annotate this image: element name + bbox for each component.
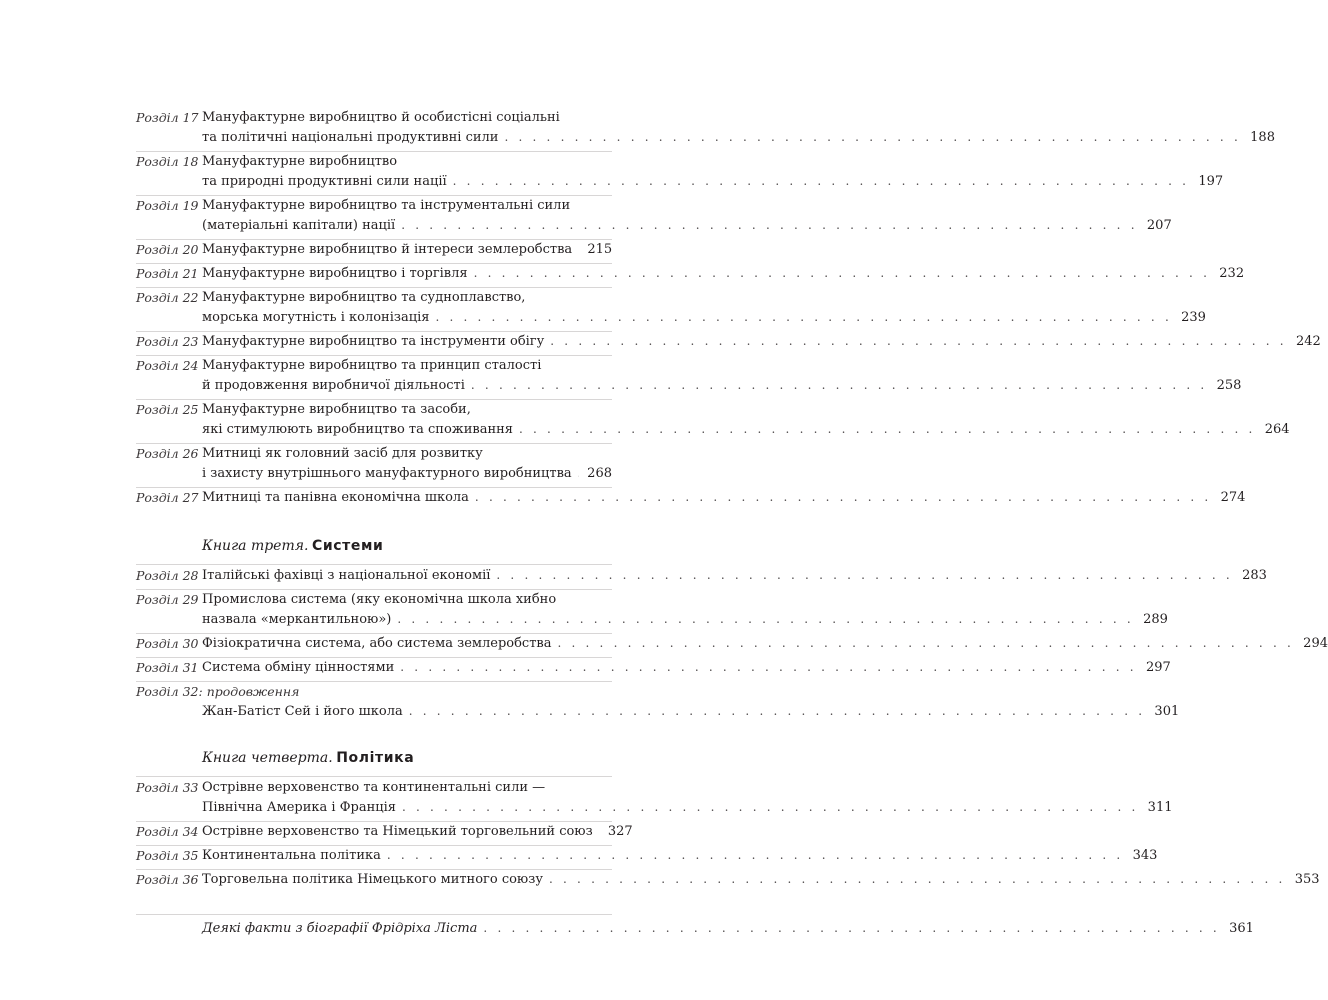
chapter-title: Митниці як головний засіб для розвитку xyxy=(202,446,483,461)
chapter-label: Розділ 23 xyxy=(136,334,199,349)
chapter-title: Мануфактурне виробництво та інструменти обігу xyxy=(202,334,545,349)
chapter-title: морська могутність і колонізація xyxy=(202,310,430,325)
divider xyxy=(136,287,612,288)
divider xyxy=(136,239,612,240)
chapter-entry[interactable] xyxy=(202,636,1328,651)
page-number: 268 xyxy=(587,466,612,481)
divider xyxy=(136,776,612,777)
chapter-title: назвала «меркантильною») xyxy=(202,612,392,627)
divider xyxy=(136,487,612,488)
chapter-label: Розділ 19 xyxy=(136,198,199,213)
chapter-entry[interactable] xyxy=(202,660,1171,675)
chapter-label: Розділ 32: продовження xyxy=(136,684,300,699)
divider xyxy=(136,443,612,444)
chapter-entry[interactable] xyxy=(202,612,1168,627)
leader-dots: . . . . . . . . . . . . . . . . . . . . . . . . . . . . . . . . . . . . . . . . . . . . . . . . . . . . . xyxy=(504,130,1241,144)
book-heading-title: Системи xyxy=(311,538,384,554)
leader-dots: . . . . . . . . . . . . . . . . . . . . . . . . . . . . . . . . . . . . . . . . . . . . . . . . . . . . . xyxy=(401,800,1139,814)
page-number: 297 xyxy=(1145,660,1171,675)
page-number: 242 xyxy=(1295,334,1321,349)
chapter-label: Розділ 20 xyxy=(136,242,199,257)
leader-dots: . . . . . . . . . . . . . . . . . . . . . . . . . . . . . . . . . . . . . . . . . . . . . . . . . . . . . xyxy=(496,568,1233,582)
chapter-label: Розділ 34 xyxy=(136,824,199,839)
chapter-title: Північна Америка і Франція xyxy=(202,800,396,815)
divider xyxy=(136,263,612,264)
page-number: 283 xyxy=(1242,568,1267,583)
leader-dots: . . . . . . . . . . . . . . . . . . . . . . . . . . . . . . . . . . . . . . . . . . . . . . . . . . . . . xyxy=(435,310,1172,324)
chapter-label: Розділ 36 xyxy=(136,872,199,887)
divider xyxy=(136,845,612,846)
chapter-title: й продовження виробничої діяльності xyxy=(202,378,465,393)
chapter-title: та політичні національні продуктивні сили xyxy=(202,130,499,145)
chapter-entry[interactable] xyxy=(202,174,1224,189)
page-number: 232 xyxy=(1219,266,1245,281)
chapter-title: Мануфактурне виробництво та інструментальні сили xyxy=(202,198,571,213)
book-heading-title: Політика xyxy=(336,750,415,766)
chapter-entry[interactable] xyxy=(202,266,1245,281)
leader-dots: . . . . . . . . . . . . . . . . . . . . . . . . . . . . . . . . . . . . . . . . . . . . . . . . . . . . . xyxy=(400,660,1137,674)
divider xyxy=(136,195,612,196)
chapter-title: і захисту внутрішнього мануфактурного виробництва xyxy=(202,466,572,481)
book-heading xyxy=(202,750,414,767)
chapter-label: Розділ 18 xyxy=(136,154,199,169)
divider xyxy=(136,633,612,634)
chapter-title: Мануфактурне виробництво й інтереси землеробства xyxy=(202,242,573,257)
leader-dots: . . . . . . . . . . . . . . . . . . . . . . . . . . . . . . . . . . . . . . . . . . . . . . . . . . . . . xyxy=(474,490,1212,504)
divider xyxy=(136,399,612,400)
chapter-entry[interactable] xyxy=(202,378,1242,393)
page-number: 353 xyxy=(1294,872,1320,887)
page-number: 207 xyxy=(1146,218,1172,233)
page-number: 188 xyxy=(1250,130,1275,145)
leader-dots: . . . . . . . . . . . . . . . . . . . . . . . . . . . . . . . . . . . . . . . . . . . . . . . . . . . . . xyxy=(550,334,1287,348)
chapter-title: Мануфактурне виробництво та засоби, xyxy=(202,402,471,417)
divider xyxy=(136,151,612,152)
page-number: 294 xyxy=(1303,636,1328,651)
chapter-label: Розділ 26 xyxy=(136,446,199,461)
chapter-label: Розділ 30 xyxy=(136,636,199,651)
chapter-label: Розділ 28 xyxy=(136,568,199,583)
divider xyxy=(136,821,612,822)
leader-dots: . . . . . . . . . . . . . . . . . . . . . . . . . . . . . . . . . . . . . . . . . . . . . . . . . . . . . xyxy=(473,266,1211,280)
divider xyxy=(136,869,612,870)
leader-dots: . . . . . . . . . . . . . . . . . . . . . . . . . . . . . . . . . . . . . . . . . . . . . . . . . . . . . xyxy=(401,218,1138,232)
chapter-title: Митниці та панівна економічна школа xyxy=(202,490,469,505)
chapter-entry[interactable] xyxy=(202,242,612,257)
leader-dots: . . . . . . . . . . . . . . . . . . . . . . . . . . . . . . . . . . . . . . . . . . . . . . . . . . . . . xyxy=(397,612,1134,626)
page-number: 301 xyxy=(1154,704,1180,719)
chapter-title: Торговельна політика Німецького митного союзу xyxy=(202,872,543,887)
chapter-title: Система обміну цінностями xyxy=(202,660,395,675)
leader-dots: . . . . . . . . . . . . . . . . . . . . . . . . . . . . . . . . . . . . . . . . . . . . . . . . . . . . . xyxy=(483,921,1220,935)
page-number: 311 xyxy=(1147,800,1173,815)
divider xyxy=(136,564,612,565)
chapter-label: Розділ 31 xyxy=(136,660,199,675)
chapter-title: Італійські фахівці з національної економії xyxy=(202,568,491,583)
chapter-entry[interactable] xyxy=(202,218,1172,233)
chapter-entry[interactable] xyxy=(202,568,1267,583)
page-number: 197 xyxy=(1198,174,1224,189)
divider xyxy=(136,914,612,915)
leader-dots: . . . . . . . . . . . . . . . . . . . . . . . . . . . . . . . . . . . . . . . . . . . . . . . . . . . . . xyxy=(386,848,1124,862)
chapter-title: які стимулюють виробництво та споживання xyxy=(202,422,513,437)
chapter-label: Розділ 35 xyxy=(136,848,199,863)
chapter-title: (матеріальні капітали) нації xyxy=(202,218,396,233)
page-number: 215 xyxy=(587,242,613,257)
leader-dots: . . . . . . . . . . . . . . . . . . . . . . . . . . . . . . . . . . . . . . . . . . . . . . . . . . . . . xyxy=(519,422,1256,436)
chapter-title: Промислова система (яку економічна школа хибно xyxy=(202,592,557,607)
divider xyxy=(136,657,612,658)
page-number: 239 xyxy=(1181,310,1206,325)
chapter-entry[interactable] xyxy=(202,422,1290,437)
chapter-title: та природні продуктивні сили нації xyxy=(202,174,447,189)
chapter-entry[interactable] xyxy=(202,490,1246,505)
page-number: 274 xyxy=(1220,490,1246,505)
chapter-title: Фізіократична система, або система землеробства xyxy=(202,636,552,651)
page-number: 258 xyxy=(1216,378,1242,393)
page-number: 361 xyxy=(1229,921,1254,936)
book-heading xyxy=(202,538,383,555)
chapter-label: Розділ 17 xyxy=(136,110,199,125)
chapter-entry[interactable] xyxy=(202,872,1320,887)
chapter-title: Мануфактурне виробництво й особистісні соціальні xyxy=(202,110,560,125)
chapter-title: Мануфактурне виробництво і торгівля xyxy=(202,266,468,281)
chapter-title: Континентальна політика xyxy=(202,848,381,863)
book-heading-number: Книга третя. xyxy=(202,538,309,554)
leader-dots: . . . . . . . . . . . . . . . . . . . . . . . . . . . . . . . . . . . . . . . . . . . . . . . . . . . . . xyxy=(452,174,1190,188)
leader-dots: . . . . . . . . . . . . . . . . . . . . . . . . . . . . . . . . . . . . . . . . . . . . . . . . . . . . . xyxy=(408,704,1146,718)
afterword-entry[interactable] xyxy=(202,921,1254,936)
chapter-entry[interactable] xyxy=(202,334,1321,349)
chapter-entry[interactable] xyxy=(202,466,612,481)
chapter-title: Мануфактурне виробництво та судноплавство, xyxy=(202,290,526,305)
page-number: 327 xyxy=(607,824,633,839)
chapter-entry[interactable] xyxy=(202,130,1275,145)
divider xyxy=(136,355,612,356)
chapter-entry[interactable] xyxy=(202,800,1173,815)
chapter-label: Розділ 25 xyxy=(136,402,199,417)
chapter-label: Розділ 22 xyxy=(136,290,199,305)
chapter-label: Розділ 24 xyxy=(136,358,199,373)
chapter-entry[interactable] xyxy=(202,848,1158,863)
divider xyxy=(136,589,612,590)
chapter-label: Розділ 21 xyxy=(136,266,199,281)
chapter-label: Розділ 27 xyxy=(136,490,199,505)
chapter-title: Острівне верховенство та Німецький торговельний союз xyxy=(202,824,593,839)
book-heading-number: Книга четверта. xyxy=(202,750,333,766)
divider xyxy=(136,331,612,332)
chapter-title: Мануфактурне виробництво та принцип сталості xyxy=(202,358,542,373)
chapter-title: Мануфактурне виробництво xyxy=(202,154,398,169)
chapter-entry[interactable] xyxy=(202,824,633,839)
chapter-title: Острівне верховенство та континентальні сили — xyxy=(202,780,546,795)
page-number: 289 xyxy=(1143,612,1168,627)
page-number: 343 xyxy=(1132,848,1158,863)
leader-dots: . . . . . . . . . . . . . . . . . . . . . . . . . . . . . . . . . . . . . . . . . . . . . . . . . . . . . xyxy=(557,636,1294,650)
divider xyxy=(136,681,612,682)
chapter-title: Жан-Батіст Сей і його школа xyxy=(202,704,403,719)
chapter-entry[interactable] xyxy=(202,310,1206,325)
chapter-entry[interactable] xyxy=(202,704,1180,719)
page-number: 264 xyxy=(1264,422,1290,437)
leader-dots: . . . . . . . . . . . . . . . . . . . . . . . . . . . . . . . . . . . . . . . . . . . . . . . . . . . . . xyxy=(470,378,1208,392)
chapter-label: Розділ 33 xyxy=(136,780,199,795)
afterword-title: Деякі факти з біографії Фрідріха Ліста xyxy=(202,921,478,936)
leader-dots: . . . . . . . . . . . . . . . . . . . . . . . . . . . . . . . . . . . . . . . . . . . . . . . . . . . . . xyxy=(548,872,1286,886)
chapter-label: Розділ 29 xyxy=(136,592,199,607)
